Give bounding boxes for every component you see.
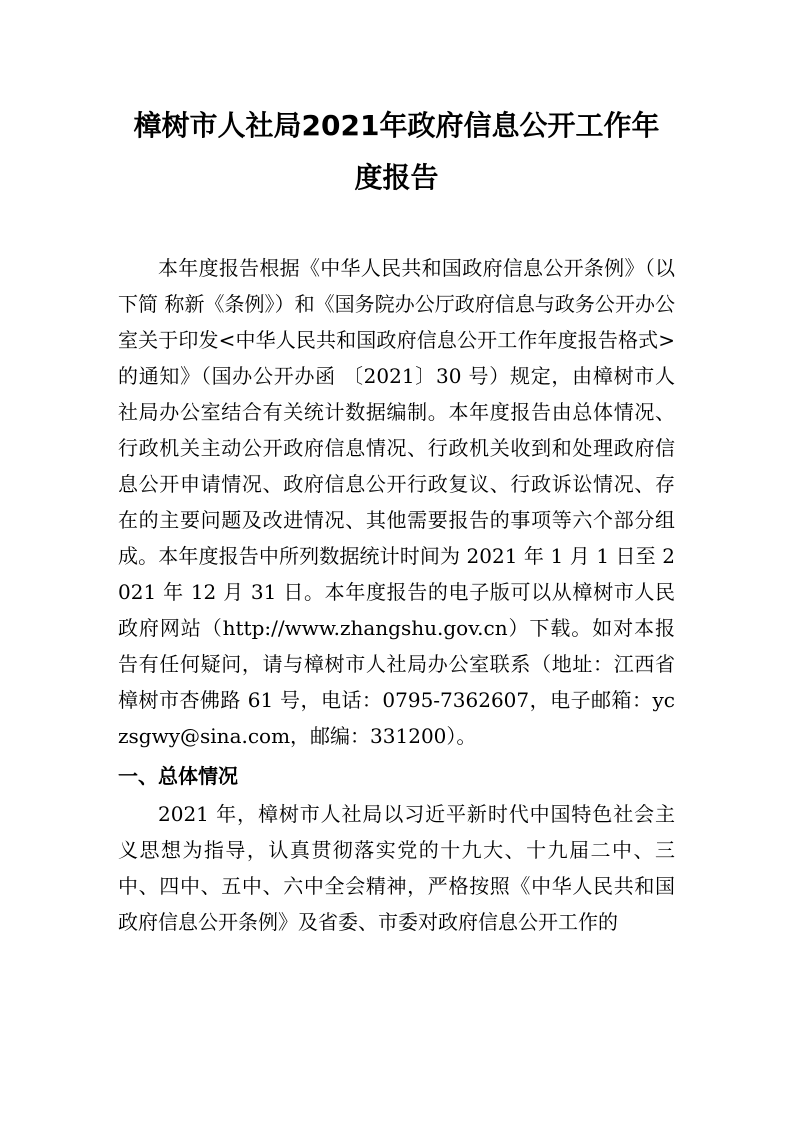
document-title	[118, 100, 675, 204]
section-heading-overview: 一、总体情况	[118, 764, 238, 788]
title-line-1: 樟树市人社局2021年政府信息公开工作年	[133, 109, 660, 142]
overview-paragraph: 2021 年，樟树市人社局以习近平新时代中国特色社会主义思想为指导，认真贯彻落实党的十九大、十九届二中、三中、四中、五中、六中全会精神，严格按照《中华人民共和国政府信息公开条例》及省委、市委对政府信息公开工作的	[118, 802, 675, 934]
intro-paragraph: 本年度报告根据《中华人民共和国政府信息公开条例》（以下简 称新《条例》）和《国务院办公厅政府信息与政务公开办公室关于印发<中华人民共和国政府信息公开工作年度报告格式>的通知》（国办公开办函 〔2021〕30 号）规定，由樟树市人社局办公室结合有关统计数据编制。本年度报告由总体情况、行政机关主动公开政府信息情况、行政机关收到和处理政府信息公开申请情况、政府信息公开行政复议、行政诉讼情况、存在的主要问题及改进情况、其他需要报告的事项等六个部分组成。本年度报告中所列数据统计时间为 2021 年 1 月 1 日至 2021 年 12 月 31 日。本年度报告的电子版可以从樟树市人民政府网站（http://www.zhangshu.gov.cn）下载。如对本报告有任何疑问，请与樟树市人社局办公室联系（地址：江西省樟树市杏佛路 61 号，电话：0795-7362607，电子邮箱：yczsgwy@sina.com，邮编：331200）。	[118, 256, 675, 748]
title-line-2: 度报告	[354, 161, 439, 194]
